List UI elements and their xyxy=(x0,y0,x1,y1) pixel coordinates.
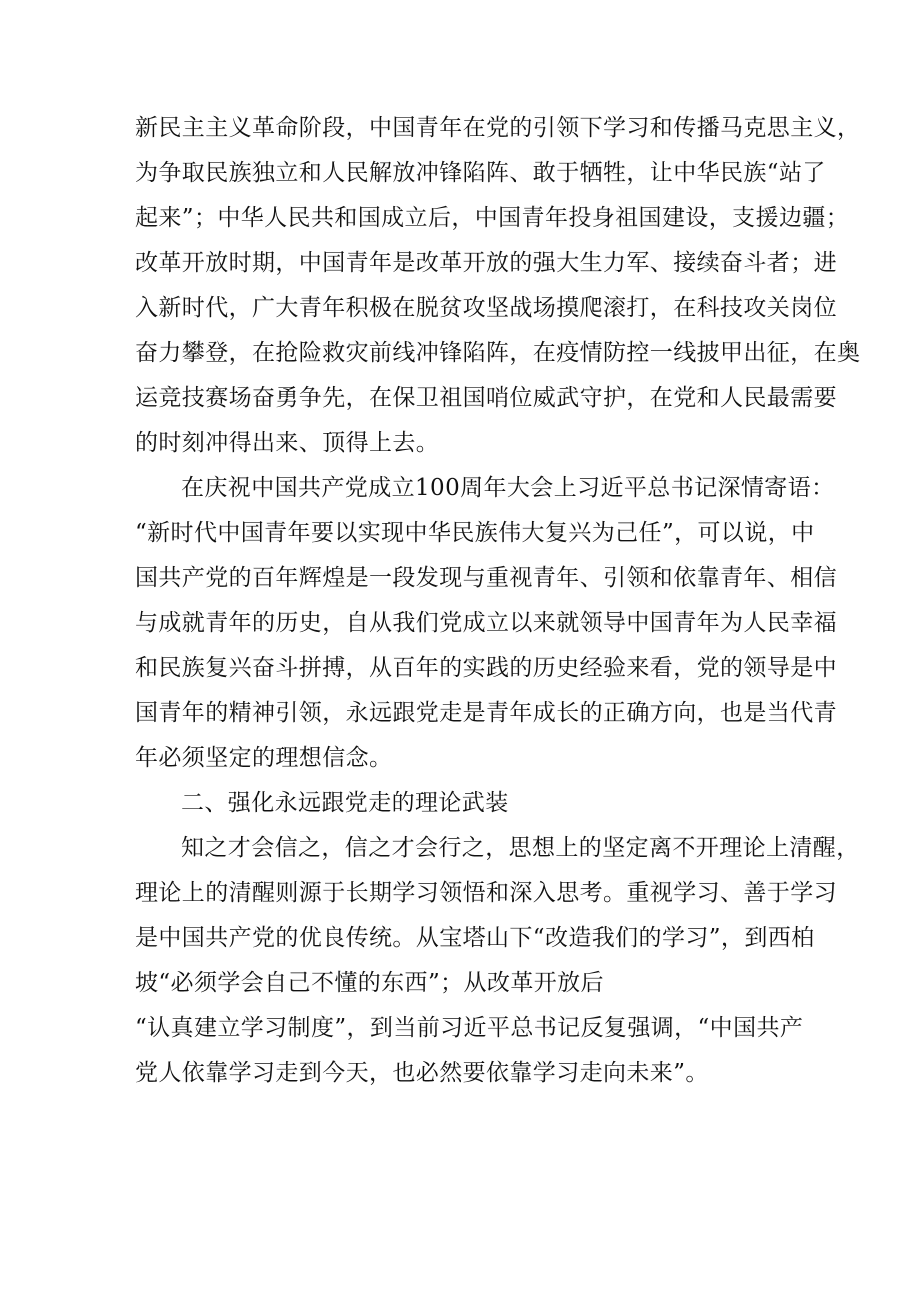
text-line: 和民族复兴奋斗拼搏，从百年的实践的历史经验来看，党的领导是中 xyxy=(135,655,837,681)
text-line: 奋力攀登，在抢险救灾前线冲锋陷阵，在疫情防控一线披甲出征，在奥 xyxy=(135,340,861,366)
text-line: 运竞技赛场奋勇争先，在保卫祖国哨位威武守护，在党和人民最需要 xyxy=(135,385,837,411)
text-line: 改革开放时期，中国青年是改革开放的强大生力军、接续奋斗者；进 xyxy=(135,250,837,276)
text-line: 起来”；中华人民共和国成立后，中国青年投身祖国建设，支援边疆； xyxy=(135,205,850,231)
paragraph-centenary-message xyxy=(135,466,837,781)
paragraph-revolution-history xyxy=(135,106,861,466)
paragraph-theory-study xyxy=(135,826,860,1096)
text-line: 年必须坚定的理想信念。 xyxy=(135,745,393,771)
document-body xyxy=(135,106,861,1096)
text-line: 知之才会信之，信之才会行之，思想上的坚定离不开理论上清醒， xyxy=(181,835,860,861)
text-line: 与成就青年的历史，自从我们党成立以来就领导中国青年为人民幸福 xyxy=(135,610,837,636)
text-line: 理论上的清醒则源于长期学习领悟和深入思考。重视学习、善于学习 xyxy=(135,880,837,906)
text-line: 为争取民族独立和人民解放冲锋陷阵、敢于牺牲，让中华民族“站了 xyxy=(135,160,826,186)
text-line: 的时刻冲得出来、顶得上去。 xyxy=(135,430,440,456)
text-line: 党人依靠学习走到今天，也必然要依靠学习走向未来”。 xyxy=(135,1060,709,1086)
text-line: 新民主主义革命阶段，中国青年在党的引领下学习和传播马克思主义， xyxy=(135,115,861,141)
text-line: 入新时代，广大青年积极在脱贫攻坚战场摸爬滚打，在科技攻关岗位 xyxy=(135,295,837,321)
text-line: 国共产党的百年辉煌是一段发现与重视青年、引领和依靠青年、相信 xyxy=(135,565,837,591)
text-line: 坡“必须学会自己不懂的东西”；从改革开放后 xyxy=(135,970,604,996)
text-line: 国青年的精神引领，永远跟党走是青年成长的正确方向，也是当代青 xyxy=(135,700,837,726)
section-heading: 二、强化永远跟党走的理论武装 xyxy=(181,790,509,816)
text-line: “新时代中国青年要以实现中华民族伟大复兴为己任”，可以说，中 xyxy=(135,520,815,546)
text-line: 在庆祝中国共产党成立100周年大会上习近平总书记深情寄语： xyxy=(181,475,835,501)
text-line: “认真建立学习制度”，到当前习近平总书记反复强调，“中国共产 xyxy=(135,1015,804,1041)
text-line: 是中国共产党的优良传统。从宝塔山下“改造我们的学习”，到西柏 xyxy=(135,925,815,951)
